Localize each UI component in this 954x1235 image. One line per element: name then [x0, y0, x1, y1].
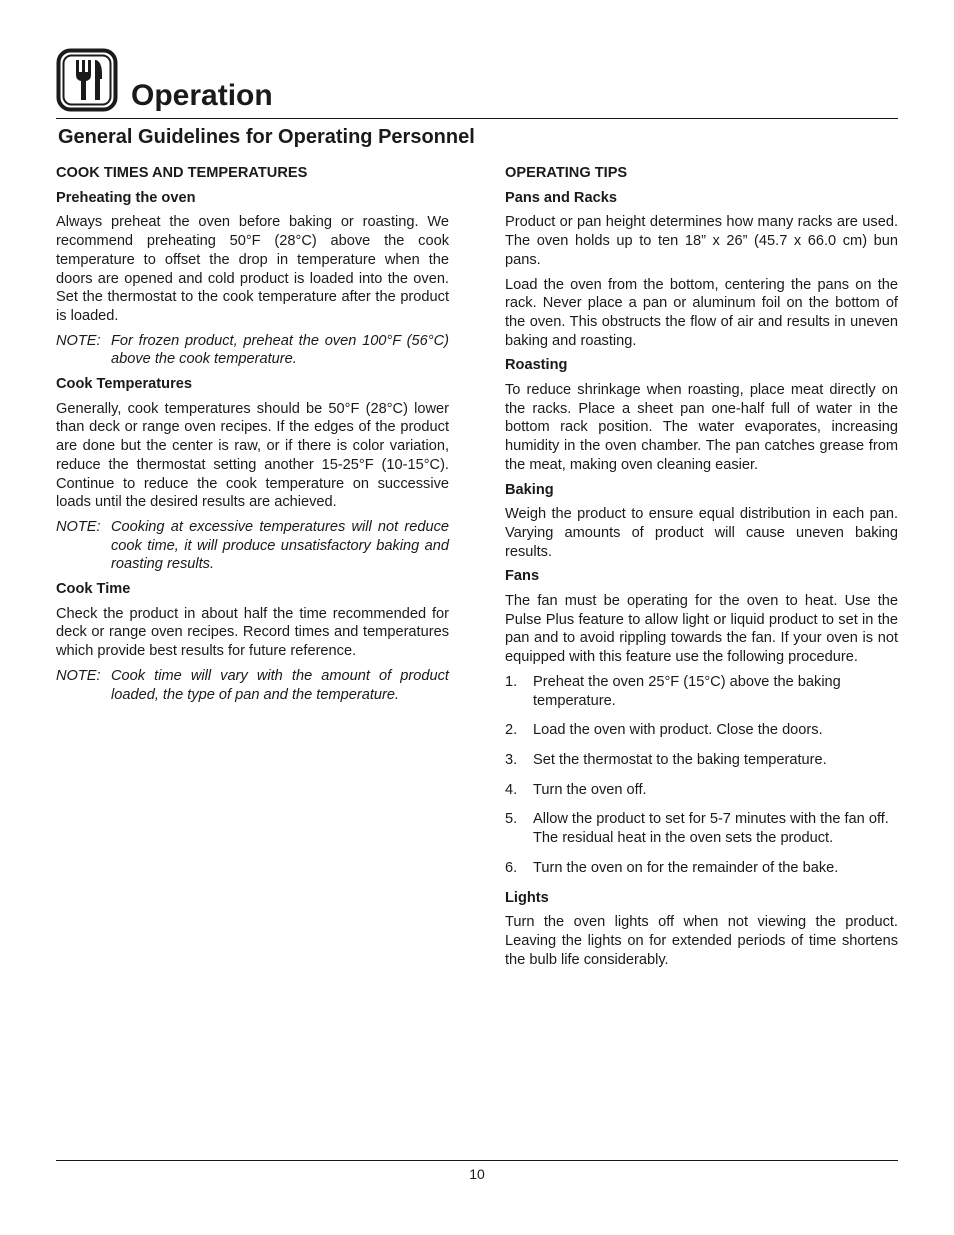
- cook-time-title: Cook Time: [56, 581, 131, 598]
- step-text: Turn the oven off.: [533, 781, 647, 798]
- list-item: [505, 751, 898, 770]
- section-title: General Guidelines for Operating Personnel: [58, 126, 475, 148]
- list-item: [505, 859, 898, 878]
- step-number: 1.: [505, 673, 518, 690]
- preheating-text: Always preheat the oven before baking or roasting. We recommend preheating 50°F (28°C) above the cook temperature to offset the drop in temperature when the doors are opened and cold product is loaded into the oven. Set the thermostat to the cook temperature after the product is loaded.: [56, 214, 449, 324]
- note-label: NOTE:: [56, 667, 101, 684]
- roasting-text: To reduce shrinkage when roasting, place meat directly on the racks. Place a sheet pan one-half full of water in the bottom rack position. The water evaporates, increasing humidity in the oven chamber. The pan catches grease from the meat, making oven cleaning easier.: [505, 382, 898, 473]
- chapter-title: Operation: [131, 79, 273, 112]
- page-number: 10: [469, 1166, 485, 1182]
- fork-and-knife-icon: [56, 48, 118, 112]
- roasting-title: Roasting: [505, 357, 568, 374]
- cook-temperatures-text: Generally, cook temperatures should be 50°F (28°C) lower than deck or range oven recipes. If the edges of the product are done but the center is raw, or if there is color variation, reduce the thermostat setting another 15-25°F (10-15°C). Continue to reduce the cook temperature on successive loads until the desired results are achieved.: [56, 400, 449, 511]
- step-text: Load the oven with product. Close the doors.: [533, 722, 823, 739]
- baking-text: Weigh the product to ensure equal distribution in each pan. Varying amounts of product will cause uneven baking results.: [505, 506, 898, 560]
- cook-temperatures-note: [56, 518, 449, 574]
- right-column: [505, 164, 898, 975]
- note-text: For frozen product, preheat the oven 100°F (56°C) above the cook temperature.: [111, 332, 449, 368]
- step-text: Set the thermostat to the baking temperature.: [533, 751, 827, 768]
- cook-time-text: Check the product in about half the time recommended for deck or range oven recipes. Record times and temperatures which provide best results for future reference.: [56, 605, 449, 660]
- footer-divider: [56, 1160, 898, 1161]
- list-item: [505, 721, 898, 740]
- lights-text: Turn the oven lights off when not viewing the product. Leaving the lights on for extended periods of time shortens the bulb life considerably.: [505, 914, 898, 968]
- step-text: Allow the product to set for 5-7 minutes with the fan off. The residual heat in the oven sets the product.: [533, 811, 889, 847]
- cook-time-note: [56, 667, 449, 704]
- list-item: [505, 673, 898, 710]
- note-label: NOTE:: [56, 518, 101, 535]
- step-text: Preheat the oven 25°F (15°C) above the baking temperature.: [533, 673, 841, 709]
- step-number: 4.: [505, 781, 518, 798]
- pans-racks-text: Product or pan height determines how many racks are used. The oven holds up to ten 18” x 26” (45.7 x 66.0 cm) bun pans.: [505, 214, 898, 268]
- list-item: [505, 781, 898, 800]
- fans-procedure-list: [505, 673, 898, 878]
- step-number: 5.: [505, 811, 518, 828]
- fans-text: The fan must be operating for the oven to heat. Use the Pulse Plus feature to allow light or liquid product to set in the pan and to avoid rippling towards the fan. If your oven is not equipped with this feature use the following procedure.: [505, 593, 898, 666]
- note-label: NOTE:: [56, 332, 101, 349]
- step-text: Turn the oven on for the remainder of the bake.: [533, 859, 839, 876]
- left-column: [56, 164, 449, 710]
- note-text: Cooking at excessive temperatures will not reduce cook time, it will produce unsatisfactory baking and roasting results.: [111, 518, 449, 573]
- step-number: 3.: [505, 751, 518, 768]
- fans-title: Fans: [505, 568, 540, 585]
- note-text: Cook time will vary with the amount of product loaded, the type of pan and the temperature.: [111, 667, 449, 703]
- cook-times-heading: COOK TIMES AND TEMPERATURES: [56, 165, 308, 181]
- step-number: 6.: [505, 859, 518, 876]
- list-item: [505, 810, 898, 847]
- lights-title: Lights: [505, 889, 549, 906]
- baking-title: Baking: [505, 481, 554, 498]
- operating-tips-heading: OPERATING TIPS: [505, 165, 628, 181]
- header-divider: [56, 118, 898, 119]
- pans-racks-title: Pans and Racks: [505, 189, 617, 206]
- preheating-title: Preheating the oven: [56, 189, 196, 206]
- cook-temperatures-title: Cook Temperatures: [56, 376, 192, 393]
- preheating-note: [56, 332, 449, 369]
- step-number: 2.: [505, 722, 518, 739]
- pans-racks-text-2: Load the oven from the bottom, centering the pans on the rack. Never place a pan or aluminum foil on the bottom of the oven. This obstructs the flow of air and results in uneven baking and roasting.: [505, 276, 898, 349]
